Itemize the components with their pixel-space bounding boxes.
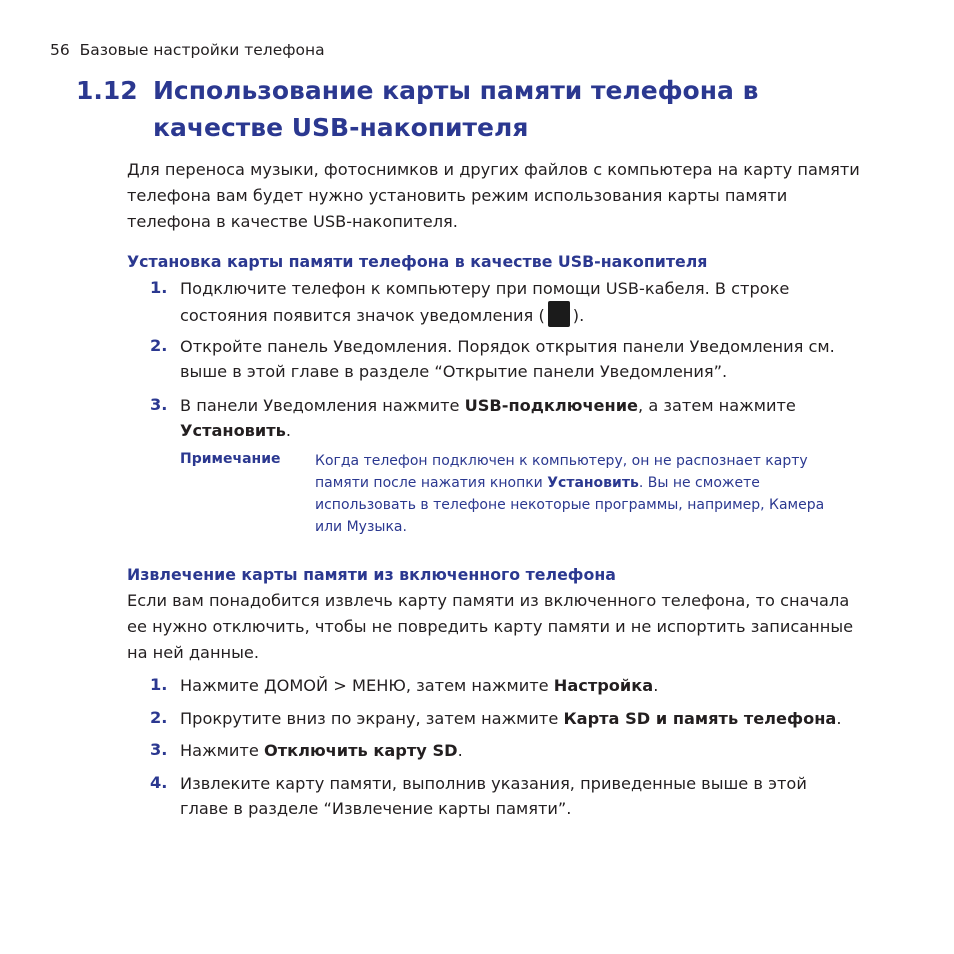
step-text: [180, 738, 860, 763]
step-text: [180, 276, 860, 328]
step-number: 3.: [150, 395, 168, 414]
chapter-title: Использование карты памяти телефона в качестве USB-накопителя: [153, 76, 759, 142]
step-text-part: Нажмите: [180, 741, 264, 760]
note-label: Примечание: [180, 451, 281, 467]
step-number: 2.: [150, 336, 168, 355]
section2-heading: Извлечение карты памяти из включенного телефона: [127, 565, 616, 584]
note-text-part: Когда телефон подключен к компьютеру, он не распознает карту памяти после нажатия кнопки: [315, 453, 808, 491]
intro-paragraph: Для переноса музыки, фотоснимков и других файлов с компьютера на карту памяти телефона вам будет нужно установить режим использования карты памяти телефона в качестве USB-накопителя.: [127, 160, 860, 231]
step-text-part: Подключите телефон к компьютеру при помощи USB-кабеля. В строке состояния появится значок уведомления (: [180, 279, 790, 325]
step-text-part: Прокрутите вниз по экрану, затем нажмите: [180, 709, 564, 728]
running-section-title: Базовые настройки телефона: [79, 41, 325, 59]
step-text: [180, 706, 860, 731]
usb-notification-icon: [548, 301, 570, 327]
step-text-part: Нажмите ДОМОЙ > МЕНЮ, затем нажмите: [180, 676, 554, 695]
section2-intro: Если вам понадобится извлечь карту памяти из включенного телефона, то сначала ее нужно отключить, чтобы не повредить карту памяти и не испортить записанные на ней данные.: [127, 591, 854, 662]
ui-term: Установить: [547, 475, 639, 491]
step-text: [180, 393, 860, 443]
ui-term: Отключить карту SD: [263, 741, 458, 760]
step-text: Откройте панель Уведомления. Порядок открытия панели Уведомления см. выше в этой главе в разделе “Открытие панели Уведомления”.: [180, 337, 835, 381]
step-text: [180, 673, 860, 698]
step-number: 1.: [150, 278, 168, 297]
step-text-part: .: [285, 421, 292, 440]
ui-term: Настройка: [553, 676, 654, 695]
step-text-part: .: [653, 676, 659, 695]
section1-heading: Установка карты памяти телефона в качестве USB-накопителя: [127, 252, 708, 271]
step-number: 1.: [150, 675, 168, 694]
step-text: Извлеките карту памяти, выполнив указания, приведенные выше в этой главе в разделе “Извлечение карты памяти”.: [180, 774, 807, 818]
page-number: 56: [50, 41, 70, 59]
ui-term: USB-подключение: [464, 396, 639, 415]
page-header: [50, 41, 325, 59]
step-text-part: .: [457, 741, 463, 760]
note-text-part: . Вы не сможете использовать в телефоне некоторые программы, например, Камера или Музыка.: [315, 475, 825, 535]
ui-term: Карта SD и память телефона: [563, 709, 837, 728]
chapter-number: 1.12: [76, 76, 138, 105]
step-number: 2.: [150, 708, 168, 727]
step-text-part: В панели Уведомления нажмите: [180, 396, 465, 415]
step-text-part: , а затем нажмите: [638, 396, 796, 415]
step-number: 3.: [150, 740, 168, 759]
ui-term: Установить: [180, 421, 286, 440]
step-text-part: .: [836, 709, 842, 728]
step-number: 4.: [150, 773, 168, 792]
step-text-part: ).: [572, 306, 585, 325]
note-text: [315, 450, 855, 538]
